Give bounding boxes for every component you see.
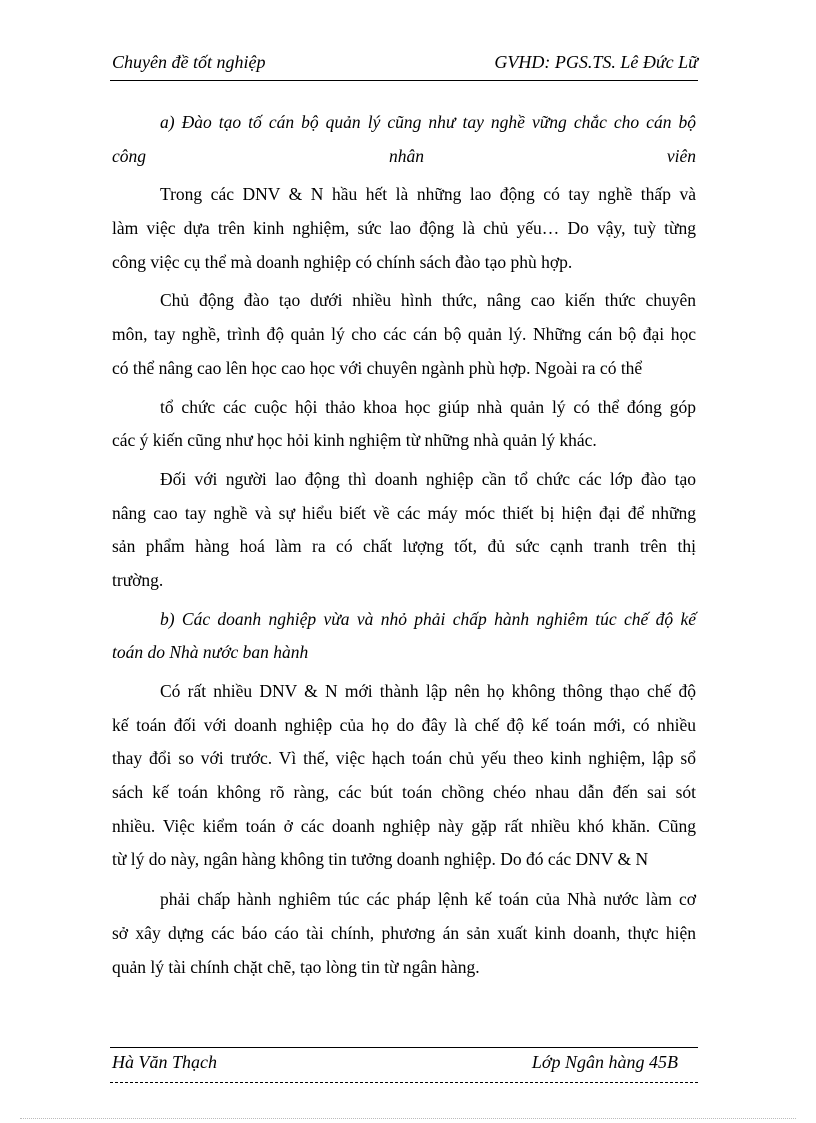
text-line: Đối với người lao động thì doanh nghiệp cần tổ chức các lớp đào tạo	[160, 468, 696, 489]
paragraph-5	[112, 675, 696, 877]
footer-author: Hà Văn Thạch	[112, 1052, 217, 1072]
text-line: quản lý tài chính chặt chẽ, tạo lòng tin từ ngân hàng.	[112, 956, 480, 977]
word: nhân	[388, 145, 424, 166]
text-line: sở xây dựng các báo cáo tài chính, phương án sản xuất kinh doanh, thực hiện	[112, 922, 696, 943]
text-line: tổ chức các cuộc hội thảo khoa học giúp nhà quản lý có thể đóng góp	[160, 396, 696, 417]
header-advisor: GVHD: PGS.TS. Lê Đức Lữ	[494, 52, 698, 72]
paragraph-3	[112, 391, 696, 458]
text-line: nhiều. Việc kiểm toán ở các doanh nghiệp này gặp rất nhiều khó khăn. Cũng	[112, 815, 696, 836]
section-heading-b	[112, 603, 696, 670]
paragraph-2	[112, 284, 696, 385]
page-bottom-edge	[20, 1118, 796, 1119]
text-line: các ý kiến cũng như học hỏi kinh nghiệm từ những nhà quản lý khác.	[112, 430, 597, 451]
text-line: có thể nâng cao lên học cao học với chuyên ngành phù hợp. Ngoài ra có thể	[112, 357, 643, 378]
text-line	[112, 140, 696, 174]
section-heading-a	[112, 106, 696, 173]
text-line: sách kế toán không rõ ràng, các bút toán chồng chéo nhau dẫn đến sai sót	[112, 782, 696, 803]
text-line: nâng cao tay nghề và sự hiểu biết về các máy móc thiết bị hiện đại để những	[112, 502, 696, 523]
text-line: làm việc dựa trên kinh nghiệm, sức lao động là chủ yếu… Do vậy, tuỳ từng	[112, 218, 696, 239]
text-line: toán do Nhà nước ban hành	[112, 642, 309, 663]
paragraph-1	[112, 178, 696, 279]
paragraph-6	[112, 883, 696, 984]
text-line: kế toán đối với doanh nghiệp của họ do đây là chế độ kế toán mới, có nhiều	[112, 714, 696, 735]
text-line: từ lý do này, ngân hàng không tin tưởng doanh nghiệp. Do đó các DNV & N	[112, 849, 649, 870]
text-line: Chủ động đào tạo dưới nhiều hình thức, nâng cao kiến thức chuyên	[160, 290, 696, 311]
footer-rule	[110, 1047, 698, 1048]
header-document-type: Chuyên đề tốt nghiệp	[112, 52, 266, 72]
footer-class: Lớp Ngân hàng 45B	[531, 1052, 678, 1072]
page-footer	[112, 1050, 698, 1078]
text-line: môn, tay nghề, trình độ quản lý cho các cán bộ quản lý. Những cán bộ đại học	[112, 324, 696, 345]
text-line: Trong các DNV & N hầu hết là những lao động có tay nghề thấp và	[160, 184, 696, 205]
footer-dashed-rule	[110, 1082, 698, 1083]
word: viên	[666, 145, 696, 166]
header-rule	[110, 80, 698, 81]
page-body	[112, 106, 696, 984]
text-line: trường.	[112, 569, 164, 590]
text-line: công việc cụ thể mà doanh nghiệp có chính sách đào tạo phù hợp.	[112, 251, 573, 272]
text-line: phải chấp hành nghiêm túc các pháp lệnh kế toán của Nhà nước làm cơ	[160, 889, 696, 910]
paragraph-4	[112, 463, 696, 598]
text-line: sản phẩm hàng hoá làm ra có chất lượng tốt, đủ sức cạnh tranh trên thị	[112, 536, 696, 557]
page-header	[112, 50, 698, 78]
text-line: thay đổi so với trước. Vì thế, việc hạch toán chủ yếu theo kinh nghiệm, lập sổ	[112, 748, 696, 769]
word: công	[112, 145, 147, 166]
text-line: a) Đào tạo tố cán bộ quản lý cũng như tay nghề vững chắc cho cán bộ	[160, 112, 696, 132]
text-line: b) Các doanh nghiệp vừa và nhỏ phải chấp hành nghiêm túc chế độ kế	[160, 608, 696, 629]
text-line: Có rất nhiều DNV & N mới thành lập nên họ không thông thạo chế độ	[160, 681, 696, 701]
